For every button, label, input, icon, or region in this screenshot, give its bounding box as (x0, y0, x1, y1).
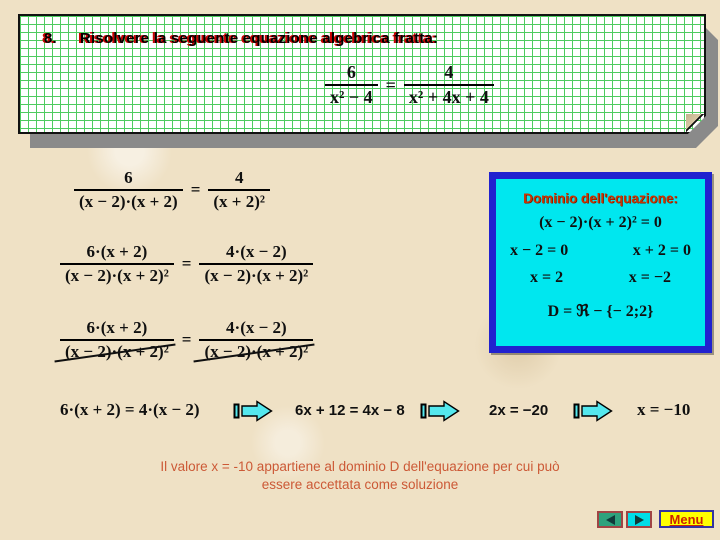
forward-arrow-icon (635, 515, 644, 525)
linear-step-2: 6x + 12 = 4x − 8 (295, 402, 405, 419)
domain-row (496, 242, 705, 260)
linear-step-1: 6·(x + 2) = 4·(x − 2) (60, 400, 200, 419)
back-button[interactable] (597, 511, 623, 528)
flow-arrow-icon (573, 399, 613, 423)
linear-step-3: 2x = −20 (489, 402, 549, 419)
domain-factor-left: x − 2 = 0 (510, 242, 569, 259)
denominator-cancelled: (x − 2)·(x + 2)² (60, 339, 174, 362)
flow-arrow-icon (420, 399, 460, 423)
numerator: 6·(x + 2) (86, 318, 148, 337)
numerator: 4·(x − 2) (226, 242, 287, 261)
numerator: 4 (444, 62, 454, 82)
denominator-cancelled: (x − 2)·(x + 2)² (199, 339, 313, 362)
conclusion-caption (60, 458, 660, 494)
title-text: Risolvere la seguente equazione algebrica fratta: (80, 30, 439, 47)
equals-sign: = (190, 180, 201, 199)
denominator: x² − 4 (325, 84, 378, 108)
fraction (208, 168, 270, 212)
numerator: 4 (234, 168, 244, 187)
denominator: (x − 2)·(x + 2) (74, 189, 183, 212)
solution-step-3 (60, 318, 313, 362)
title-number: 8. (44, 30, 57, 47)
domain-box (489, 172, 712, 353)
domain-factor-right: x + 2 = 0 (632, 242, 691, 259)
fraction (199, 242, 313, 286)
fraction (60, 318, 174, 362)
solution-step-2 (60, 242, 313, 286)
linear-step-4: x = −10 (637, 400, 691, 419)
header-equation (325, 62, 494, 108)
caption-line-2: essere accettata come soluzione (261, 477, 459, 492)
denominator: (x − 2)·(x + 2)² (60, 263, 174, 286)
slide-title (44, 30, 664, 47)
numerator: 6 (346, 62, 356, 82)
solution-step-1 (74, 168, 270, 212)
domain-title: Dominio dell'equazione: (523, 191, 678, 206)
fraction (60, 242, 174, 286)
fraction (325, 62, 378, 108)
numerator: 6·(x + 2) (86, 242, 148, 261)
domain-equation: (x − 2)·(x + 2)² = 0 (539, 214, 662, 231)
domain-result: D = ℜ − {− 2;2} (547, 303, 654, 320)
equals-sign: = (181, 330, 192, 349)
domain-solution-right: x = −2 (628, 269, 671, 286)
denominator: x² + 4x + 4 (404, 84, 494, 108)
fraction (404, 62, 494, 108)
numerator: 6 (124, 168, 133, 187)
fraction (199, 318, 313, 362)
numerator: 4·(x − 2) (226, 318, 287, 337)
caption-line-1: Il valore x = -10 appartiene al dominio D dell'equazione per cui può (160, 459, 560, 474)
flow-arrow-icon (233, 399, 273, 423)
forward-button[interactable] (626, 511, 652, 528)
domain-solution-left: x = 2 (530, 269, 564, 286)
back-arrow-icon (606, 515, 615, 525)
denominator: (x − 2)·(x + 2)² (199, 263, 313, 286)
equals-sign: = (181, 254, 192, 273)
equals-sign: = (385, 74, 396, 95)
menu-link[interactable]: Menu (659, 510, 714, 528)
denominator: (x + 2)² (208, 189, 270, 212)
fraction (74, 168, 183, 212)
domain-row (496, 269, 705, 287)
